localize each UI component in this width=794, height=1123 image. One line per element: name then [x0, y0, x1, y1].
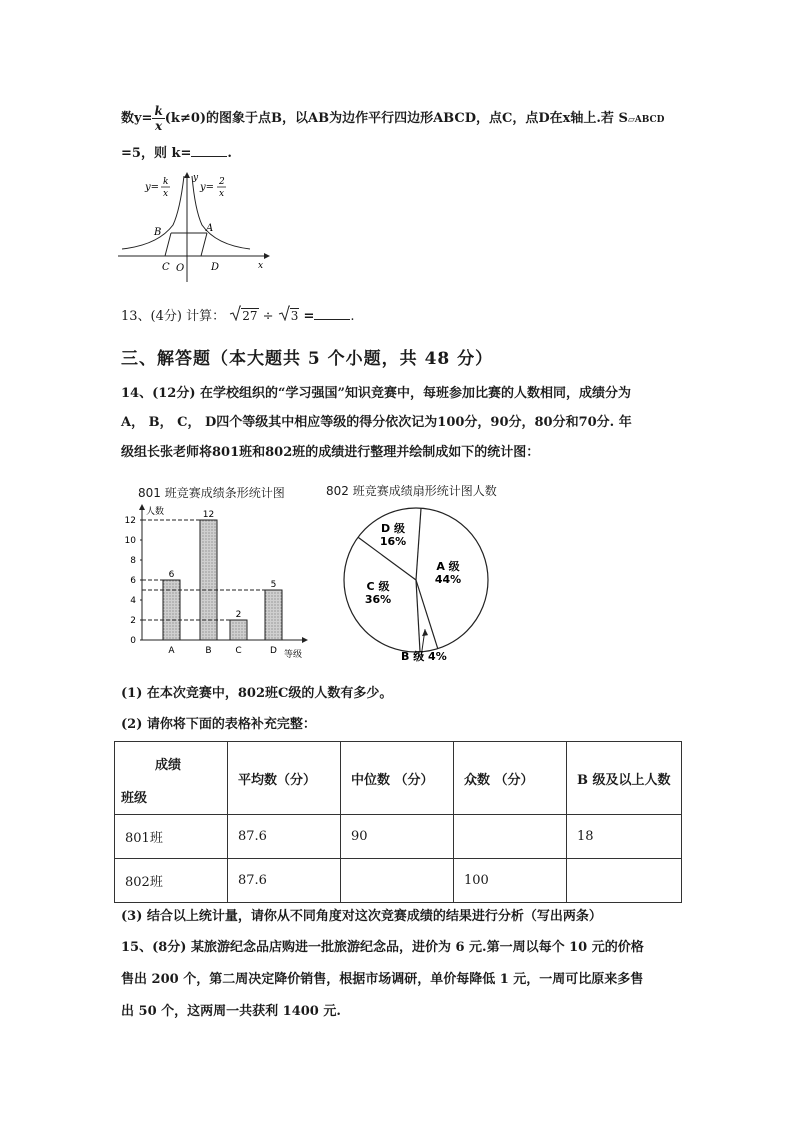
category-label: A — [168, 646, 175, 656]
bar-C — [230, 620, 247, 640]
table-row — [115, 859, 682, 903]
table-cell: 100 — [454, 859, 567, 903]
bar-value-label: 5 — [270, 580, 277, 590]
label-y-eq-right: y= — [200, 182, 215, 193]
slice-percent: 36% — [364, 593, 392, 606]
q14-line1: 14、(12分) 在学校组织的“学习强国”知识竞赛中，每班参加比赛的人数相同，成绩分为 — [121, 386, 631, 401]
q14-sub2: (2) 请你将下面的表格补充完整： — [121, 717, 316, 732]
x-axis-title: 等级 — [284, 650, 303, 660]
q15-line2: 售出 200 个，第二周决定降价销售，根据市场调研，单价每降低 1 元，一周可比原来多售 — [121, 972, 644, 987]
fraction-k-over-x: $\frac{k}{x}$ — [154, 104, 163, 133]
table-cell — [567, 859, 682, 903]
header-cell: 平均数（分） — [228, 742, 341, 815]
bar-value-label: 2 — [235, 610, 242, 620]
table-cell: 90 — [341, 815, 454, 859]
q13: 13、(4分) 计算： 27 ÷ 3 = . — [121, 306, 355, 327]
row-name: 802班 — [115, 859, 228, 903]
header-cell: 众数 （分） — [454, 742, 567, 815]
table-header-row — [115, 742, 682, 815]
bar-D — [265, 590, 282, 640]
answer-blank — [191, 144, 227, 157]
bar-B — [200, 520, 217, 640]
q14-line3: 级组长张老师将801班和802班的成绩进行整理并绘制成如下的统计图： — [121, 445, 540, 460]
slice-percent: 16% — [379, 535, 407, 548]
table-cell: 87.6 — [228, 815, 341, 859]
section-title: 三、解答题（本大题共 5 个小题，共 48 分） — [121, 349, 494, 369]
svg-text:x: x — [163, 189, 169, 199]
answer-blank — [314, 307, 350, 320]
x-axis-arrow — [302, 637, 308, 643]
header-cell: B 级及以上人数 — [567, 742, 682, 815]
point-O: O — [176, 263, 185, 274]
header-cell: 中位数 （分） — [341, 742, 454, 815]
y-tick-label: 4 — [130, 596, 136, 606]
q14-sub3: (3) 结合以上统计量，请你从不同角度对这次竞赛成绩的结果进行分析（写出两条） — [121, 909, 602, 924]
bar-value-label: 12 — [202, 510, 215, 520]
hyperbola-figure — [118, 170, 278, 285]
row-name: 801班 — [115, 815, 228, 859]
label-y-eq-left: y= — [145, 182, 160, 193]
slice-label: D 级 — [381, 522, 405, 535]
y-tick-label: 8 — [130, 556, 136, 566]
bar-A — [163, 580, 180, 640]
slice-percent: 44% — [434, 573, 462, 586]
grades-table — [114, 741, 682, 903]
svg-text:x: x — [219, 189, 225, 199]
table-row — [115, 815, 682, 859]
svg-text:k: k — [163, 177, 169, 187]
point-A: A — [206, 223, 214, 234]
y-axis-title: 人数 — [146, 507, 165, 517]
table-cell: 18 — [567, 815, 682, 859]
q15-line1: 15、(8分) 某旅游纪念品店购进一批旅游纪念品，进价为 6 元.第一周以每个 10 元的价格 — [121, 940, 644, 955]
axis-y-label: y — [193, 173, 199, 183]
slice-label: C 级 — [366, 580, 390, 593]
q12-line2: =5，则 k= . — [121, 146, 232, 161]
sqrt-icon — [278, 306, 290, 320]
y-tick-label: 12 — [124, 516, 136, 526]
svg-text:2: 2 — [219, 177, 225, 187]
sqrt-icon — [229, 306, 241, 320]
bar-value-label: 6 — [168, 570, 175, 580]
q14-line2: A， B， C， D四个等级其中相应等级的得分依次记为100分，90分，80分和70分. 年 — [121, 415, 632, 430]
table-cell — [454, 815, 567, 859]
table-cell — [341, 859, 454, 903]
bar-chart — [118, 502, 318, 664]
y-tick-label: 2 — [130, 616, 136, 626]
q14-sub1: (1) 在本次竞赛中，802班C级的人数有多少。 — [121, 686, 393, 701]
bar-chart-title: 801 班竞赛成绩条形统计图 — [138, 486, 285, 500]
pie-chart — [330, 498, 505, 668]
corner-cell: 成绩 班级 — [115, 742, 228, 815]
table-cell: 87.6 — [228, 859, 341, 903]
slice-label: A 级 — [436, 560, 460, 573]
point-C: C — [162, 262, 170, 273]
point-D: D — [211, 262, 220, 273]
category-label: B — [205, 646, 212, 656]
category-label: D — [270, 646, 277, 656]
y-tick-label: 6 — [130, 576, 136, 586]
slice-label-B: B 级 4% — [401, 650, 447, 663]
point-B: B — [154, 227, 162, 238]
y-tick-label: 0 — [130, 636, 136, 646]
q15-line3: 出 50 个，这两周一共获利 1400 元. — [121, 1004, 341, 1019]
y-axis-arrow — [139, 504, 145, 510]
pie-chart-title: 802 班竞赛成绩扇形统计图人数 — [326, 484, 497, 498]
y-tick-label: 10 — [124, 536, 136, 546]
q12-line1: 数y= $\frac{k}{x}$ (k≠0)的图象于点B，以AB为边作平行四边形ABCD，点C，点D在x轴上.若 S▱ABCD — [121, 104, 665, 133]
axis-x-label: x — [258, 261, 264, 271]
category-label: C — [235, 646, 242, 656]
